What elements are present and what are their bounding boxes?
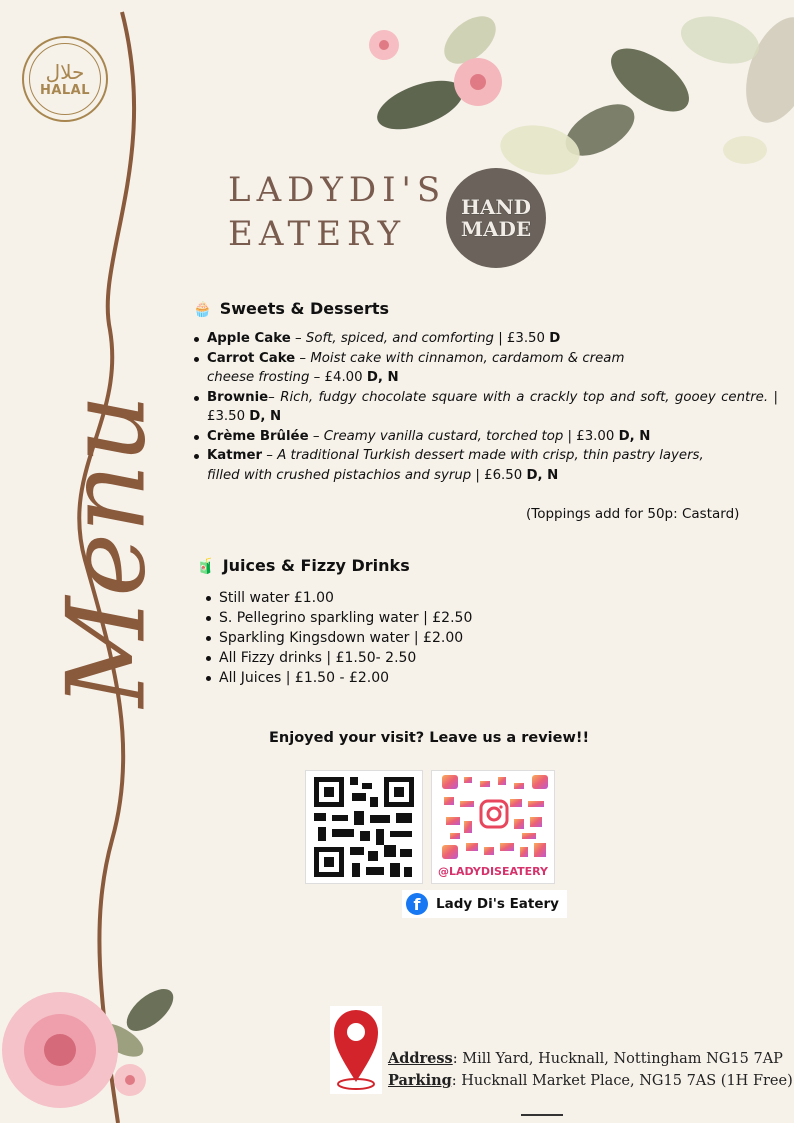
item-price: – £4.00 [309, 370, 367, 385]
item-allergens: D, N [249, 409, 282, 424]
halal-arabic-text: حلال [45, 59, 85, 84]
item-sep: – [295, 350, 311, 366]
bottom-divider [521, 1114, 563, 1116]
juice-icon: 🧃 [196, 556, 215, 575]
location-pin-icon [330, 1006, 382, 1094]
item-price: | £3.50 [207, 389, 778, 424]
qr-code-icon [306, 771, 422, 883]
roses-decoration-bottom [0, 980, 180, 1123]
stamp-line-1: HAND [460, 195, 532, 219]
drinks-list [206, 588, 626, 688]
list-item: Sparkling Kingsdown water | £2.00 [206, 628, 626, 648]
sweets-title: Sweets & Desserts [219, 299, 390, 318]
brand-line-2: EATERY [228, 214, 407, 254]
parking-value: : Hucknall Market Place, NG15 7AS (1H Free) [451, 1073, 793, 1089]
item-name: Apple Cake [207, 331, 291, 346]
parking-line [388, 1070, 793, 1092]
instagram-qr-pattern [432, 771, 554, 863]
brand-line-1: LADYDI'S [228, 170, 447, 210]
item-desc: Moist cake with cinnamon, cardamom & cream cheese frosting [207, 350, 625, 385]
item-desc: Creamy vanilla custard, torched top [323, 428, 564, 444]
stamp-line-2: MADE [460, 217, 532, 241]
list-item: S. Pellegrino sparkling water | £2.50 [206, 608, 626, 628]
item-allergens: D, N [366, 370, 399, 385]
item-sep: – [308, 428, 324, 444]
item-desc: Soft, spiced, and comforting [305, 331, 494, 346]
address-line [388, 1048, 793, 1070]
parking-label: Parking [388, 1072, 452, 1089]
drinks-title: Juices & Fizzy Drinks [222, 556, 410, 575]
list-item [194, 427, 778, 447]
toppings-note: (Toppings add for 50p: Castard) [526, 506, 740, 522]
item-price: | £3.50 [493, 331, 550, 346]
address-label: Address [388, 1050, 453, 1067]
facebook-icon: f [406, 893, 428, 915]
item-sep: – [268, 389, 281, 405]
handmade-stamp [446, 168, 546, 268]
address-block [388, 1048, 793, 1092]
instagram-qr-code[interactable] [431, 770, 555, 884]
item-allergens: D, N [526, 467, 559, 483]
address-value: : Mill Yard, Hucknall, Nottingham NG15 7AP [452, 1051, 783, 1067]
sweets-list [194, 329, 778, 485]
facebook-link[interactable] [402, 890, 567, 918]
sweets-heading [193, 299, 389, 318]
item-allergens: D, N [618, 428, 651, 444]
item-desc: A traditional Turkish dessert made with crisp, thin pastry layers, filled with crushed pistachios and syrup [207, 448, 704, 483]
list-item [194, 349, 657, 388]
item-sep: – [262, 448, 278, 463]
list-item: Still water £1.00 [206, 588, 626, 608]
item-sep: – [290, 331, 306, 346]
menu-side-title: Menu [44, 393, 170, 708]
instagram-icon [481, 801, 507, 827]
review-prompt: Enjoyed your visit? Leave us a review!! [269, 730, 590, 746]
list-item [194, 446, 717, 485]
list-item [194, 329, 778, 349]
item-allergens: D [549, 331, 561, 346]
list-item [194, 388, 778, 427]
halal-english-text: HALAL [39, 82, 91, 98]
brand-title [228, 168, 446, 256]
item-name: Katmer [207, 448, 263, 463]
halal-badge [22, 36, 108, 122]
instagram-handle: @LADYDISEATERY [438, 865, 548, 878]
item-price: | £6.50 [471, 467, 527, 483]
location-pin-box [330, 1006, 382, 1094]
drinks-heading [196, 556, 410, 575]
facebook-name: Lady Di's Eatery [436, 896, 559, 912]
list-item: All Juices | £1.50 - £2.00 [206, 668, 626, 688]
cupcake-icon: 🧁 [193, 299, 212, 318]
list-item: All Fizzy drinks | £1.50- 2.50 [206, 648, 626, 668]
item-name: Carrot Cake [207, 350, 296, 366]
item-desc: Rich, fudgy chocolate square with a crackly top and soft, gooey centre. [280, 389, 769, 405]
item-name: Brownie [207, 389, 269, 405]
item-name: Crème Brûlée [207, 428, 309, 444]
item-price: | £3.00 [563, 428, 619, 444]
review-qr-code[interactable] [305, 770, 423, 884]
